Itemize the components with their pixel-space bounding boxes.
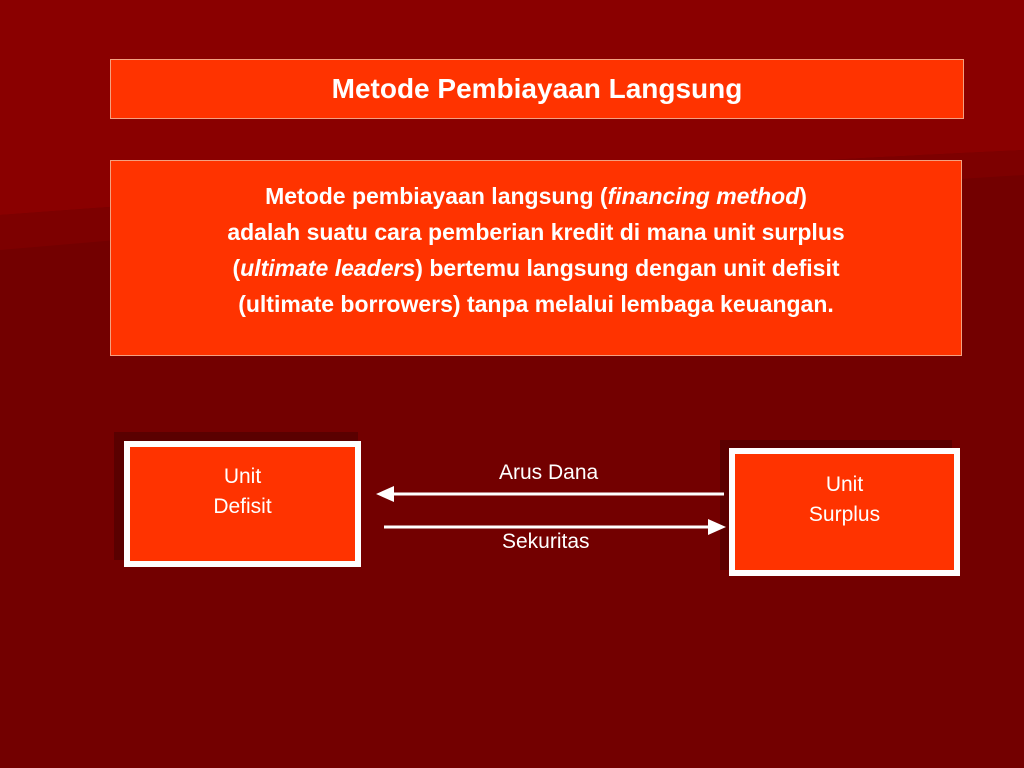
definition-italic-term: financing method	[607, 183, 800, 209]
definition-line-4: (ultimate borrowers) tanpa melalui lembaga keuangan.	[238, 291, 834, 317]
node-label-line: Surplus	[808, 503, 881, 526]
definition-line-2: adalah suatu cara pemberian kredit di mana unit surplus	[227, 219, 845, 245]
node-label-line: Unit	[825, 473, 864, 496]
definition-text: )	[799, 183, 807, 209]
definition-text: ) bertemu langsung dengan unit defisit	[415, 255, 840, 281]
arrow-left-funds-flow	[376, 486, 724, 502]
definition-italic-term: ultimate leaders	[240, 255, 416, 281]
edge-label-sekuritas: Sekuritas	[502, 530, 590, 553]
edge-label-arus-dana: Arus Dana	[499, 461, 599, 484]
node-label-line: Defisit	[213, 495, 272, 518]
definition-text: (	[232, 255, 241, 281]
slide-title-text: Metode Pembiayaan Langsung	[331, 73, 743, 104]
definition-text: Metode pembiayaan langsung (	[265, 183, 608, 209]
node-label-line: Unit	[223, 465, 262, 488]
